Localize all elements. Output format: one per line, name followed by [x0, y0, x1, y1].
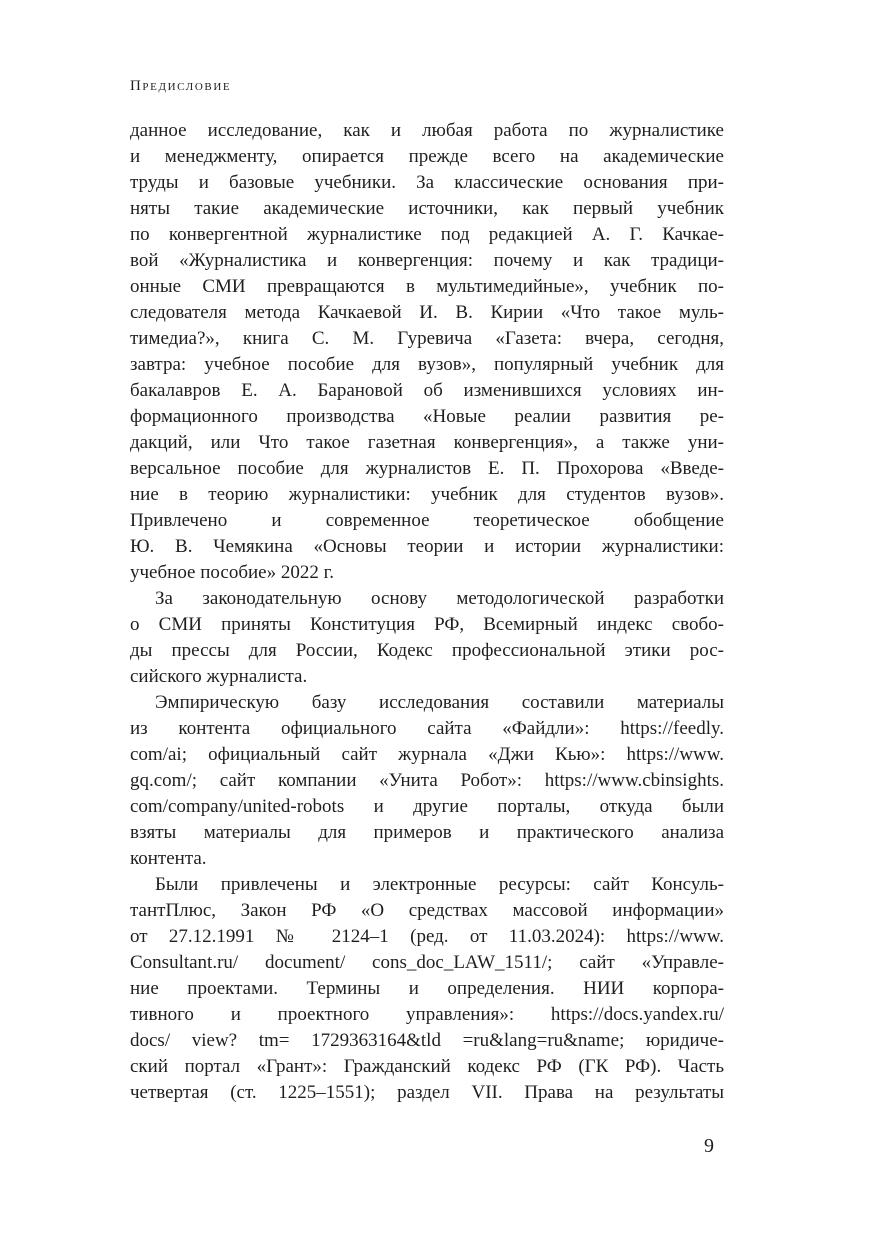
text-line: и менеджменту, опирается прежде всего на академические: [130, 146, 724, 167]
text-line: по конвергентной журналистике под редакцией А. Г. Качкае-: [130, 224, 724, 245]
text-line: Были привлечены и электронные ресурсы: сайт Консуль-: [155, 874, 724, 895]
text-line: вой «Журналистика и конвергенция: почему и как традици-: [130, 250, 724, 271]
text-line: com/ai; официальный сайт журнала «Джи Кью»: https://www.: [130, 744, 724, 765]
text-line: от 27.12.1991 № 2124–1 (ред. от 11.03.2024): https://www.: [130, 926, 724, 947]
text-line: ды прессы для России, Кодекс профессиональной этики рос-: [130, 640, 724, 661]
text-line: ние в теорию журналистики: учебник для студентов вузов».: [130, 484, 724, 505]
text-line: дакций, или Что такое газетная конвергенция», а также уни-: [130, 432, 724, 453]
text-line: ский портал «Грант»: Гражданский кодекс РФ (ГК РФ). Часть: [130, 1056, 724, 1077]
text-line: За законодательную основу методологической разработки: [155, 588, 724, 609]
paragraph: [130, 586, 724, 690]
text-line: Эмпирическую базу исследования составили материалы: [155, 692, 724, 713]
text-line: бакалавров Е. А. Барановой об изменившихся условиях ин-: [130, 380, 724, 401]
text-line: версальное пособие для журналистов Е. П. Прохорова «Введе-: [130, 458, 724, 479]
text-line: взяты материалы для примеров и практического анализа: [130, 822, 724, 843]
paragraph: [130, 872, 724, 1106]
text-line: тимедиа?», книга С. М. Гуревича «Газета: вчера, сегодня,: [130, 328, 724, 349]
page-number: 9: [704, 1135, 714, 1157]
text-line: docs/ view? tm= 1729363164&tld =ru&lang=ru&name; юридиче-: [130, 1030, 724, 1051]
text-line: ние проектами. Термины и определения. НИИ корпора-: [130, 978, 724, 999]
text-line: формационного производства «Новые реалии развития ре-: [130, 406, 724, 427]
text-line: сийского журналиста.: [130, 666, 308, 687]
text-line: com/company/united-robots и другие порталы, откуда были: [130, 796, 724, 817]
text-line: четвертая (ст. 1225–1551); раздел VII. Права на результаты: [130, 1082, 724, 1103]
text-line: контента.: [130, 848, 207, 869]
text-line: учебное пособие» 2022 г.: [130, 562, 334, 583]
text-line: Ю. В. Чемякина «Основы теории и истории журналистики:: [130, 536, 724, 557]
text-line: следователя метода Качкаевой И. В. Кирии «Что такое муль-: [130, 302, 724, 323]
text-line: онные СМИ превращаются в мультимедийные», учебник по-: [130, 276, 724, 297]
running-head: Предисловие: [130, 78, 232, 94]
text-line: труды и базовые учебники. За классические основания при-: [130, 172, 724, 193]
text-line: данное исследование, как и любая работа по журналистике: [130, 120, 724, 141]
text-line: Consultant.ru/ document/ cons_doc_LAW_1511/; сайт «Управле-: [130, 952, 724, 973]
text-line: о СМИ приняты Конституция РФ, Всемирный индекс свобо-: [130, 614, 724, 635]
text-line: Привлечено и современное теоретическое обобщение: [130, 510, 724, 531]
text-line: завтра: учебное пособие для вузов», популярный учебник для: [130, 354, 724, 375]
paragraph: [130, 690, 724, 872]
text-line: тантПлюс, Закон РФ «О средствах массовой информации»: [130, 900, 724, 921]
text-line: тивного и проектного управления»: https://docs.yandex.ru/: [130, 1004, 724, 1025]
text-line: gq.com/; сайт компании «Унита Робот»: https://www.cbinsights.: [130, 770, 724, 791]
text-line: из контента официального сайта «Файдли»: https://feedly.: [130, 718, 724, 739]
paragraph: [130, 118, 724, 586]
text-line: няты такие академические источники, как первый учебник: [130, 198, 724, 219]
body-text: [130, 118, 724, 1106]
